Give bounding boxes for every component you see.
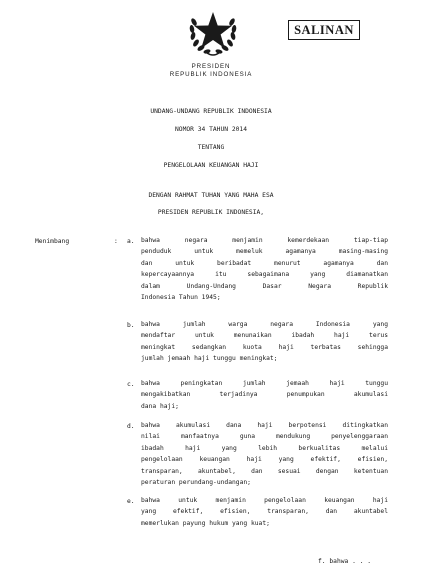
text-line: bahwa untuk menjamin pengelolaan keuangan haji	[141, 497, 388, 504]
page-continuation: f. bahwa . . .	[318, 558, 372, 565]
text-line: meningkat sedangkan kuota haji terbatas sehingga	[141, 343, 388, 351]
text-line: yang efektif, efisien, transparan, dan akuntabel	[141, 508, 388, 516]
item-text-e	[141, 495, 388, 529]
item-text-d	[141, 420, 388, 488]
text-line: penduduk untuk memeluk agamanya masing-masing	[141, 248, 388, 256]
text-line: dan untuk beribadat menurut agamanya dan	[141, 259, 388, 267]
item-text-b	[141, 319, 388, 365]
text-line: bahwa negara menjamin kemerdekaan tiap-tiap	[141, 237, 388, 244]
text-line: bahwa peningkatan jumlah jemaah haji tunggu	[141, 380, 388, 387]
preamble-grace: DENGAN RAHMAT TUHAN YANG MAHA ESA	[148, 192, 274, 199]
text-line: jumlah jemaah haji tunggu meningkat;	[141, 355, 278, 363]
item-text-c	[141, 378, 388, 412]
item-letter-d: d.	[127, 423, 135, 430]
text-line: ibadah haji yang lebih berkualitas melalui	[141, 444, 388, 452]
text-line: mendaftar untuk menunaikan ibadah haji terus	[141, 332, 388, 340]
text-line: transparan, akuntabel, dan sesuai dengan ketentuan	[141, 467, 388, 475]
garuda-star-emblem-icon	[185, 6, 241, 58]
text-line: nilai manfaatnya guna mendukung penyelenggaraan	[141, 433, 388, 441]
menimbang-label: Menimbang	[35, 238, 70, 245]
law-subject: PENGELOLAAN KEUANGAN HAJI	[163, 162, 259, 169]
text-line: peraturan perundang-undangan;	[141, 479, 251, 487]
president-heading	[150, 63, 272, 79]
text-line: dana haji;	[141, 402, 179, 410]
text-line: bahwa jumlah warga negara Indonesia yang	[141, 321, 388, 328]
item-letter-e: e.	[127, 498, 135, 505]
salinan-stamp: SALINAN	[288, 20, 360, 40]
text-line: pengelolaan keuangan haji yang efektif, efisien,	[141, 456, 388, 464]
menimbang-colon: :	[114, 238, 118, 245]
text-line: dalam Undang-Undang Dasar Negara Republik	[141, 282, 388, 290]
law-about: TENTANG	[197, 144, 225, 151]
item-letter-a: a.	[127, 238, 135, 245]
preamble-president: PRESIDEN REPUBLIK INDONESIA,	[157, 209, 265, 216]
item-letter-b: b.	[127, 322, 135, 329]
text-line: kepercayaannya itu sebagaimana yang diamanatkan	[141, 271, 388, 279]
text-line: mengakibatkan terjadinya penumpukan akumulasi	[141, 391, 388, 399]
item-letter-c: c.	[127, 381, 135, 388]
law-title: UNDANG-UNDANG REPUBLIK INDONESIA	[150, 108, 272, 115]
law-number: NOMOR 34 TAHUN 2014	[174, 126, 248, 133]
text-line: Indonesia Tahun 1945;	[141, 294, 221, 302]
item-text-a	[141, 235, 388, 303]
text-line: memerlukan payung hukum yang kuat;	[141, 519, 270, 527]
republic-line: REPUBLIK INDONESIA	[169, 71, 253, 78]
text-line: bahwa akumulasi dana haji berpotensi ditingkatkan	[141, 422, 388, 429]
president-line: PRESIDEN	[191, 63, 231, 70]
